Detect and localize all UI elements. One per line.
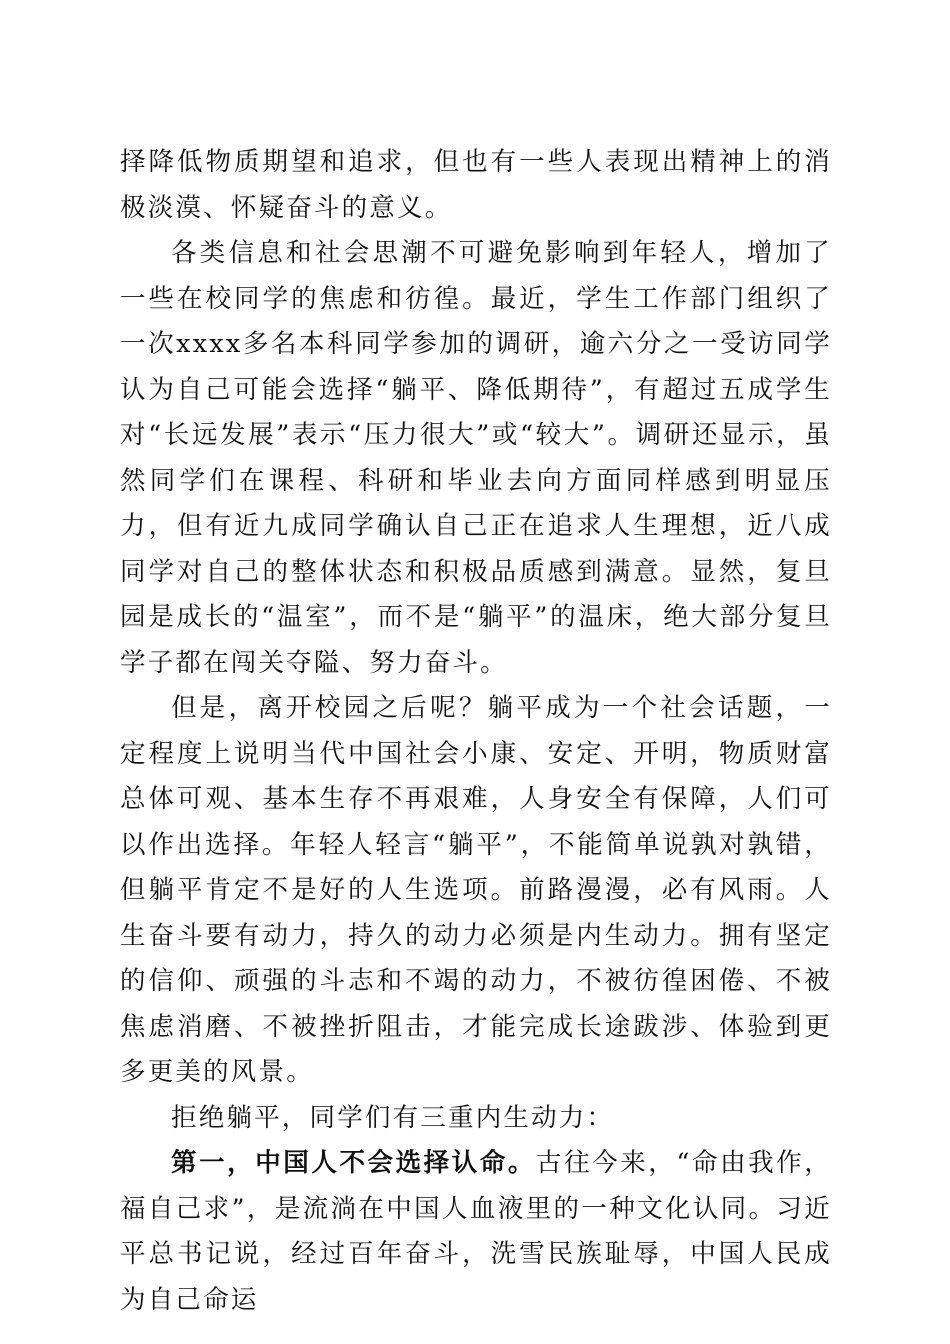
paragraph-continuation: 择降低物质期望和追求，但也有一些人表现出精神上的消极淡漠、怀疑奋斗的意义。 (120, 147, 832, 223)
document-body (120, 140, 832, 1323)
paragraph-after-campus: 但是，离开校园之后呢？躺平成为一个社会话题，一定程度上说明当代中国社会小康、安定、开明，物质财富总体可观、基本生存不再艰难，人身安全有保障，人们可以作出选择。年轻人轻言“躺平”，不能简单说孰对孰错，但躺平肯定不是好的人生选项。前路漫漫，必有风雨。人生奋斗要有动力，持久的动力必须是内生动力。拥有坚定的信仰、顽强的斗志和不竭的动力，不被彷徨困倦、不被焦虑消磨、不被挫折阻击，才能完成长途跋涉、体验到更多更美的风景。 (120, 693, 832, 1087)
first-motive-text: 古往今来，“命由我作，福自己求”，是流淌在中国人血液里的一种文化认同。习近平总书记说，经过百年奋斗，洗雪民族耻辱，中国人民成为自己命运 (120, 1148, 832, 1315)
paragraph-first-motive (120, 1141, 832, 1323)
paragraph-three-motives-intro: 拒绝躺平，同学们有三重内生动力： (171, 1102, 615, 1133)
first-motive-heading: 第一，中国人不会选择认命。 (171, 1148, 536, 1178)
paragraph-survey: 各类信息和社会思潮不可避免影响到年轻人，增加了一些在校同学的焦虑和彷徨。最近，学生工作部门组织了一次xxxx多名本科同学参加的调研，逾六分之一受访同学认为自己可能会选择“躺平、降低期待”，有超过五成学生对“长远发展”表示“压力很大”或“较大”。调研还显示，虽然同学们在课程、科研和毕业去向方面同样感到明显压力，但有近九成同学确认自己正在追求人生理想，近八成同学对自己的整体状态和积极品质感到满意。显然，复旦园是成长的“温室”，而不是“躺平”的温床，绝大部分复旦学子都在闯关夺隘、努力奋斗。 (120, 238, 832, 678)
